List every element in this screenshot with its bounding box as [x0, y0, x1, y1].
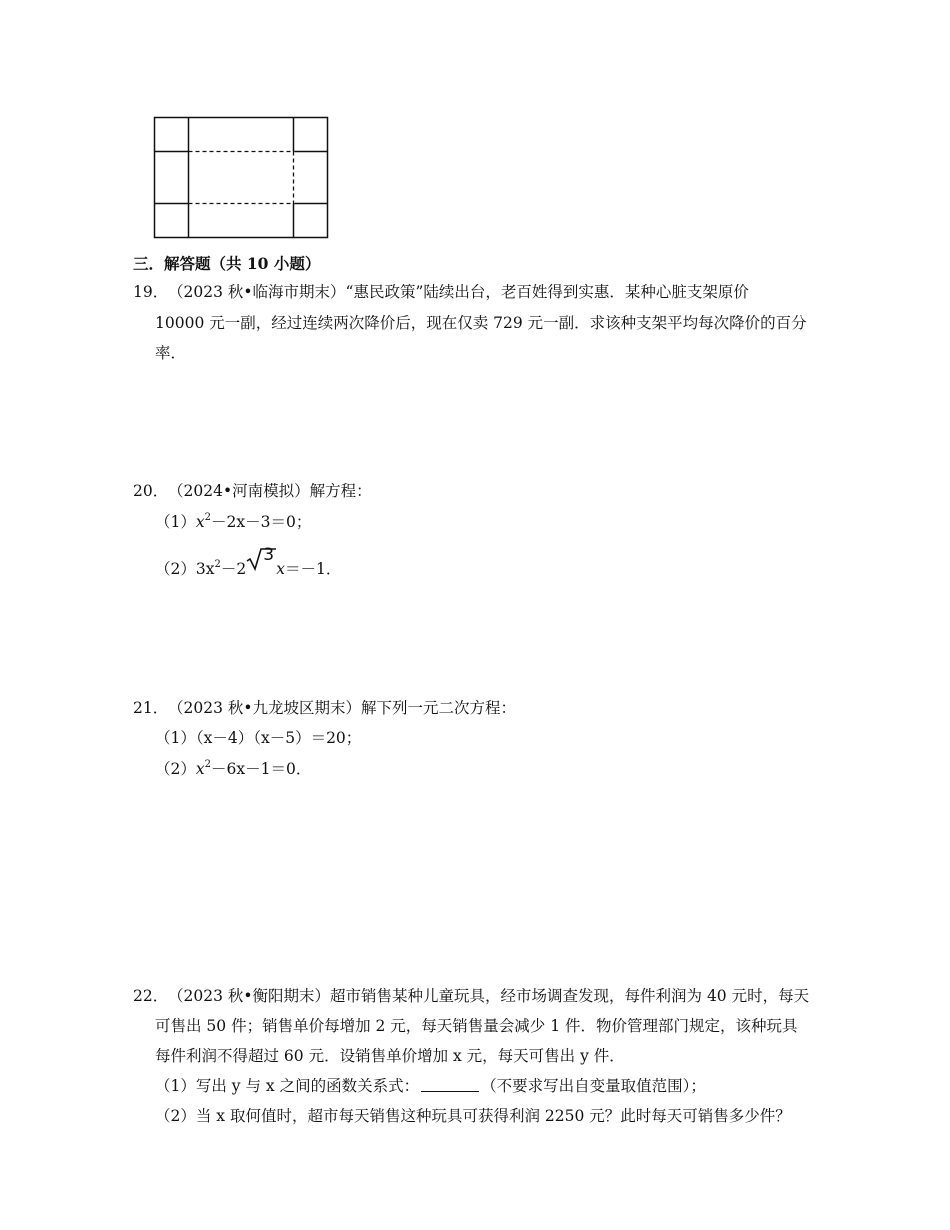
q21-stem: （2023 秋•九龙坡区期末）解下列一元二次方程：	[168, 699, 517, 717]
q22-line-2: 可售出 50 件；销售单价每增加 2 元，每天销售量会减少 1 件．物价管理部门规定，该种玩具	[155, 1017, 798, 1035]
section-title: 三．解答题（共 10 小题）	[133, 254, 321, 273]
q20-part-2-label: （2）3x	[155, 560, 215, 578]
var-x: x	[195, 513, 205, 531]
answer-blank[interactable]	[421, 1076, 479, 1092]
q20-part-2-mid: －2	[220, 560, 247, 578]
q19-line-2: 10000 元一副，经过连续两次降价后，现在仅卖 729 元一副．求该种支架平均每次降价的百分	[155, 314, 807, 332]
q19-line-3: 率．	[155, 344, 187, 362]
outer-rectangle	[155, 118, 328, 238]
q20-part-1-rest: －2x－3＝0；	[211, 513, 312, 531]
q22-number: 22．	[133, 987, 169, 1005]
q21-part-2-rest: －6x－1＝0．	[211, 760, 312, 778]
exponent: 2	[204, 512, 211, 523]
exponent: 2	[204, 759, 211, 770]
q20-part-1-label: （1）	[155, 513, 196, 531]
q19-line-1: （2023 秋•临海市期末）“惠民政策”陆续出台，老百姓得到实惠．某种心脏支架原价	[168, 283, 749, 301]
q22-part-1-text: （1）写出 y 与 x 之间的函数关系式：	[155, 1077, 420, 1095]
q21-part-1: （1）（x－4）（x－5）＝20；	[155, 729, 362, 747]
radicand: 3	[263, 545, 275, 565]
var-x: x	[276, 560, 285, 578]
sqrt-symbol	[246, 545, 276, 576]
q22-part-2: （2）当 x 取何值时，超市每天销售这种玩具可获得利润 2250 元？此时每天可销售多少件？	[155, 1107, 791, 1125]
q20-part-2-rest: ＝－1．	[284, 560, 342, 578]
q21-part-2	[155, 759, 311, 779]
q20-part-1	[155, 512, 311, 532]
q20-part-2	[155, 545, 342, 579]
q20-number: 20．	[133, 482, 169, 500]
q21-number: 21．	[133, 699, 169, 717]
q22-line-3: 每件利润不得超过 60 元．设销售单价增加 x 元，每天可售出 y 件．	[155, 1047, 625, 1065]
var-x: x	[195, 760, 205, 778]
box-net-diagram	[153, 116, 330, 240]
q19-number: 19．	[133, 283, 169, 301]
q21-part-2-label: （2）	[155, 760, 196, 778]
q20-stem: （2024•河南模拟）解方程：	[168, 482, 372, 500]
q22-part-1	[155, 1076, 706, 1096]
q22-part-1-note: （不要求写出自变量取值范围）；	[481, 1077, 706, 1095]
exponent: 2	[214, 559, 221, 570]
q22-line-1: （2023 秋•衡阳期末）超市销售某种儿童玩具，经市场调查发现，每件利润为 40 元时，每天	[168, 987, 810, 1005]
